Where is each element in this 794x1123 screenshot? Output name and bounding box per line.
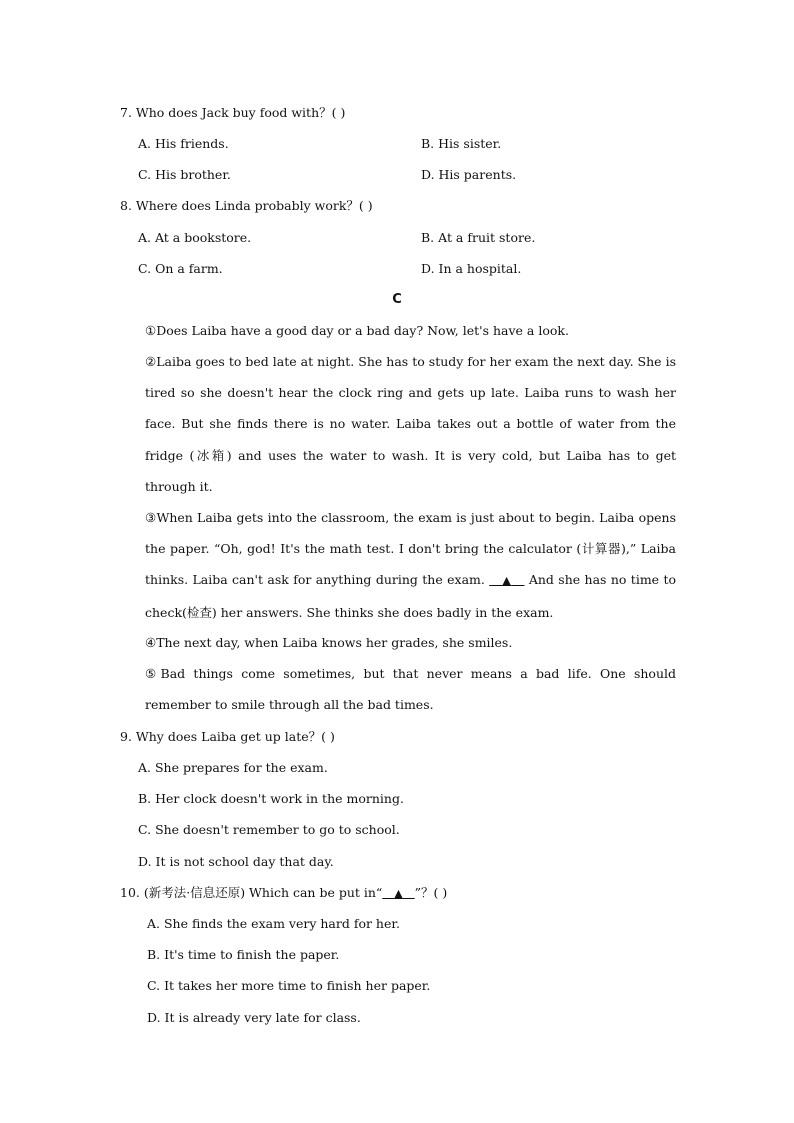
q10-option-d: D. It is already very late for class. xyxy=(147,1010,361,1025)
paragraph-3-after: And she has no time to check(检查) her answers. She thinks she does badly in the exam. xyxy=(145,572,676,620)
q9-option-d: D. It is not school day that day. xyxy=(138,854,334,869)
q7-option-a: A. His friends. xyxy=(138,136,229,151)
passage-paragraph-5 xyxy=(120,658,676,720)
q8-option-d: D. In a hospital. xyxy=(421,261,522,276)
q10-text-before: 10. (新考法·信息还原) Which can be put in“ xyxy=(120,885,383,900)
passage-paragraph-2 xyxy=(120,346,676,502)
q7-option-b: B. His sister. xyxy=(421,136,502,151)
triangle-icon: ▲ xyxy=(502,574,512,588)
q10-text-after: ”？( ) xyxy=(414,885,448,900)
q10-option-c: C. It takes her more time to finish her paper. xyxy=(147,978,431,993)
paragraph-3-text xyxy=(120,502,676,628)
passage-paragraph-4 xyxy=(120,627,676,658)
paragraph-4-text: ④The next day, when Laiba knows her grades, she smiles. xyxy=(145,635,513,650)
paragraph-2-text: ②Laiba goes to bed late at night. She has to study for her exam the next day. She is tired so she doesn't hear the clock ring and gets up late. Laiba runs to wash her face. But she finds there is no water. Laiba takes out a bottle of water from the fridge (冰箱) and uses the water to wash. It is very cold, but Laiba has to get through it. xyxy=(145,354,676,494)
passage-paragraph-3 xyxy=(120,502,676,628)
paragraph-3-blank xyxy=(489,572,524,587)
q8-option-a: A. At a bookstore. xyxy=(138,230,252,245)
section-c-heading: C xyxy=(392,292,402,307)
question-8: 8. Where does Linda probably work？( ) xyxy=(120,198,373,213)
paragraph-3-before: ③When Laiba gets into the classroom, the exam is just about to begin. Laiba opens the paper. “Oh, god! It's the math test. I don't bring the calculator (计算器),” Laiba thinks. Laiba can't ask for anything during the exam. xyxy=(145,510,676,588)
paragraph-5-text: ⑤Bad things come sometimes, but that never means a bad life. One should remember to smile through all the bad times. xyxy=(145,666,676,713)
question-9: 9. Why does Laiba get up late？( ) xyxy=(120,729,335,744)
question-7: 7. Who does Jack buy food with？( ) xyxy=(120,105,346,120)
passage-paragraph-1 xyxy=(120,315,676,346)
q10-option-a: A. She finds the exam very hard for her. xyxy=(147,916,400,931)
triangle-icon: ▲ xyxy=(394,887,403,900)
q8-option-c: C. On a farm. xyxy=(138,261,223,276)
q10-blank xyxy=(382,885,414,900)
paragraph-1-text: ①Does Laiba have a good day or a bad day? Now, let's have a look. xyxy=(145,323,569,338)
q8-option-b: B. At a fruit store. xyxy=(421,230,536,245)
q7-option-c: C. His brother. xyxy=(138,167,231,182)
q9-option-c: C. She doesn't remember to go to school. xyxy=(138,822,400,837)
q7-option-d: D. His parents. xyxy=(421,167,517,182)
q9-option-b: B. Her clock doesn't work in the morning. xyxy=(138,791,404,806)
q10-option-b: B. It's time to finish the paper. xyxy=(147,947,340,962)
question-10 xyxy=(120,885,447,902)
q9-option-a: A. She prepares for the exam. xyxy=(138,760,328,775)
